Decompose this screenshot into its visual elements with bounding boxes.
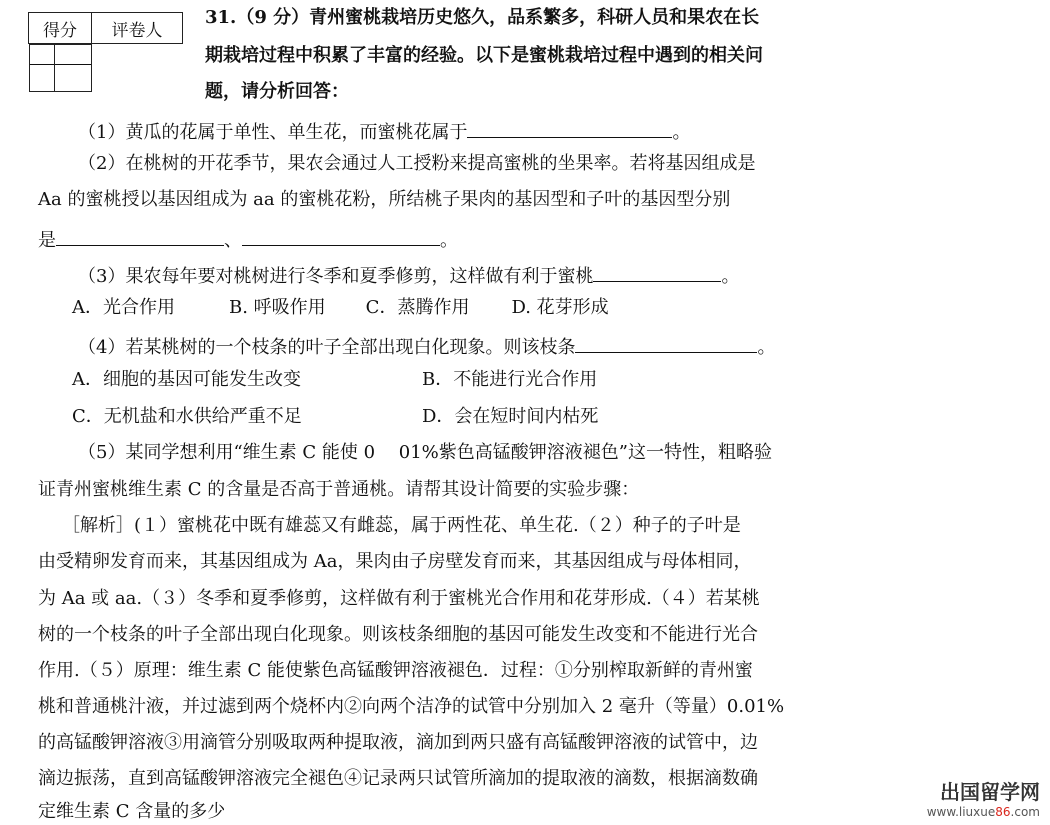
- q3-text: （3）果农每年要对桃树进行冬季和夏季修剪，这样做有利于蜜桃: [78, 266, 594, 287]
- q1-text: （1）黄瓜的花属于单性、单生花，而蜜桃花属于: [78, 122, 468, 143]
- q1-end: 。: [672, 122, 691, 143]
- q4-options-row-2: [72, 405, 302, 429]
- analysis-line-2: 由受精卵发育而来，其基因组成为 Aa，果肉由子房壁发育而来，其基因组成与母体相同，: [38, 551, 752, 572]
- score-cell: [29, 45, 54, 92]
- q4-end: 。: [757, 337, 776, 358]
- q4-answer-blank[interactable]: [575, 332, 757, 353]
- analysis-line-4: 树的一个枝条的叶子全部出现白化现象。则该枝条细胞的基因可能发生改变和不能进行光合: [38, 624, 758, 645]
- q1-line: [78, 117, 690, 145]
- q1-answer-blank[interactable]: [467, 117, 672, 138]
- site-watermark: [927, 776, 1040, 819]
- q3-option-d: D. 花芽形成: [511, 297, 609, 318]
- q4-options-row-1: [72, 368, 301, 392]
- q3-end: 。: [721, 266, 740, 287]
- q4-line: [78, 332, 775, 360]
- score-label: 得分: [29, 13, 92, 44]
- q4-text: （4）若某桃树的一个枝条的叶子全部出现白化现象。则该枝条: [78, 337, 576, 358]
- q2-line-3: [38, 225, 458, 253]
- grader-cell: [54, 45, 91, 92]
- q3-answer-blank[interactable]: [593, 261, 721, 282]
- q2-answer-blank-2[interactable]: [242, 225, 440, 246]
- q2-end: 。: [440, 230, 458, 251]
- grader-label: 评卷人: [92, 13, 183, 44]
- q2-answer-blank-1[interactable]: [56, 225, 224, 246]
- q2-line-1: （2）在桃树的开花季节，果农会通过人工授粉来提高蜜桃的坐果率。若将基因组成是: [78, 153, 756, 174]
- question-intro-line-1: 31.（9 分）青州蜜桃栽培历史悠久，品系繁多，科研人员和果农在长: [205, 7, 760, 28]
- watermark-url: www.liuxue86.com: [926, 805, 1040, 819]
- q4-option-d: D．会在短时间内枯死: [422, 406, 599, 427]
- q3-option-b: B. 呼吸作用: [229, 297, 326, 318]
- analysis-line-6: 桃和普通桃汁液，并过滤到两个烧杯内②向两个洁净的试管中分别加入 2 毫升（等量）0.01%: [38, 696, 785, 717]
- q5-line-1: （5）某同学想利用“维生素 C 能使 0 01%紫色高锰酸钾溶液褪色”这一特性，粗略验: [78, 442, 772, 463]
- analysis-line-1: ［解析］(１）蜜桃花中既有雄蕊又有雌蕊，属于两性花、单生花.（２）种子的子叶是: [62, 515, 741, 536]
- analysis-line-5: 作用.（５）原理：维生素 C 能使紫色高锰酸钾溶液褪色．过程：①分别榨取新鲜的青州蜜: [38, 660, 753, 681]
- q2-sep: 、: [224, 230, 242, 251]
- q4-option-c: C．无机盐和水供给严重不足: [72, 406, 302, 427]
- q4-option-a: A．细胞的基因可能发生改变: [72, 369, 301, 390]
- score-table: [28, 12, 183, 69]
- q4-options-row-1b: [422, 368, 597, 392]
- q3-option-a: A．光合作用: [72, 297, 175, 318]
- analysis-line-8: 滴边振荡，直到高锰酸钾溶液完全褪色④记录两只试管所滴加的提取液的滴数，根据滴数确: [38, 768, 758, 789]
- q2-line3-start: 是: [38, 230, 56, 251]
- q3-option-c: C．蒸腾作用: [365, 297, 470, 318]
- question-intro-line-3: 题，请分析回答：: [205, 81, 349, 102]
- q5-line-2: 证青州蜜桃维生素 C 的含量是否高于普通桃。请帮其设计简要的实验步骤：: [38, 479, 640, 500]
- question-intro-line-2: 期栽培过程中积累了丰富的经验。以下是蜜桃栽培过程中遇到的相关问: [205, 45, 763, 66]
- q4-option-b: B．不能进行光合作用: [422, 369, 598, 390]
- q3-line: [78, 261, 739, 289]
- q4-options-row-2b: [422, 405, 598, 429]
- q2-line-2: Aa 的蜜桃授以基因组成为 aa 的蜜桃花粉，所结桃子果肉的基因型和子叶的基因型分别: [38, 189, 731, 210]
- q3-options: [72, 296, 609, 320]
- analysis-line-7: 的高锰酸钾溶液③用滴管分别吸取两种提取液，滴加到两只盛有高锰酸钾溶液的试管中，边: [38, 732, 758, 753]
- watermark-name: 出国留学网: [940, 780, 1040, 804]
- analysis-line-9: 定维生素 C 含量的多少: [38, 801, 226, 822]
- analysis-line-3: 为 Aa 或 aa.（３）冬季和夏季修剪，这样做有利于蜜桃光合作用和花芽形成.（４）若某桃: [38, 588, 760, 609]
